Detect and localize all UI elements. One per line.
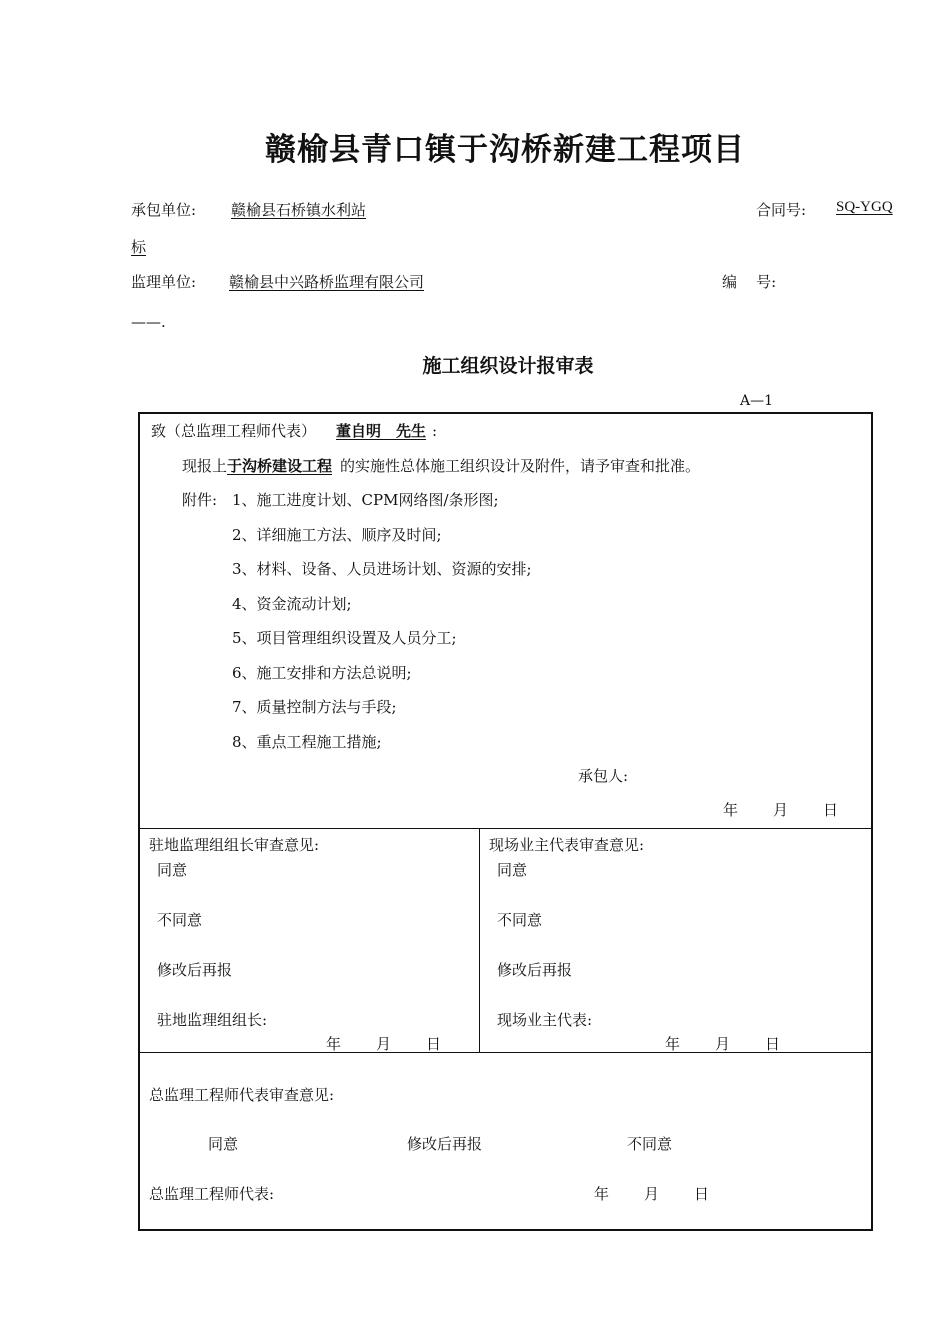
owner-review-heading: 现场业主代表审查意见: — [489, 836, 645, 854]
addressee-name: 董自明 先生 — [336, 422, 427, 440]
date-month: 月 — [715, 1035, 731, 1053]
supervisor-value: 赣榆县中兴路桥监理有限公司 — [229, 273, 425, 291]
owner-option-disagree[interactable]: 不同意 — [497, 911, 543, 929]
report-line — [182, 455, 700, 476]
document-title: 赣榆县青口镇于沟桥新建工程项目 — [265, 132, 745, 168]
date-day: 日 — [694, 1185, 710, 1203]
attachment-item: 8、重点工程施工措施; — [232, 733, 382, 751]
column-divider — [479, 828, 480, 1052]
chief-option-revise[interactable]: 修改后再报 — [407, 1135, 483, 1153]
resident-option-agree[interactable]: 同意 — [157, 861, 188, 879]
serial-label: 编 号: — [722, 273, 777, 291]
contract-no-suffix: 标 — [131, 238, 147, 256]
resident-signer-label: 驻地监理组组长: — [157, 1011, 268, 1029]
attachment-item: 4、资金流动计划; — [232, 595, 352, 613]
date-month: 月 — [773, 801, 789, 819]
report-suffix: 的实施性总体施工组织设计及附件，请予审查和批准。 — [340, 457, 701, 475]
row-divider-bottom — [139, 1052, 872, 1053]
addressee-prefix: 致（总监理工程师代表） — [151, 422, 317, 440]
attachment-item: 5、项目管理组织设置及人员分工; — [232, 629, 457, 647]
owner-option-agree[interactable]: 同意 — [497, 861, 528, 879]
date-year: 年 — [594, 1185, 610, 1203]
attachment-item: 1、施工进度计划、CPM网络图/条形图; — [232, 491, 499, 509]
addressee-suffix: : — [432, 422, 438, 440]
date-month: 月 — [644, 1185, 660, 1203]
attachments-label: 附件: — [182, 491, 218, 509]
date-day: 日 — [426, 1035, 442, 1053]
attachment-item: 7、质量控制方法与手段; — [232, 698, 397, 716]
chief-review-heading: 总监理工程师代表审查意见: — [149, 1086, 335, 1104]
owner-signer-label: 现场业主代表: — [497, 1011, 593, 1029]
resident-option-disagree[interactable]: 不同意 — [157, 911, 203, 929]
row-divider-top — [139, 828, 872, 829]
date-year: 年 — [723, 801, 739, 819]
date-day: 日 — [823, 801, 839, 819]
contractor-signature-label: 承包人: — [578, 767, 629, 785]
resident-review-heading: 驻地监理组组长审查意见: — [149, 836, 320, 854]
date-day: 日 — [765, 1035, 781, 1053]
date-year: 年 — [665, 1035, 681, 1053]
attachment-item: 6、施工安排和方法总说明; — [232, 664, 412, 682]
contractor-value: 赣榆县石桥镇水利站 — [231, 201, 367, 219]
serial-blank: ——. — [131, 313, 166, 331]
chief-signer-label: 总监理工程师代表: — [149, 1185, 275, 1203]
resident-option-revise[interactable]: 修改后再报 — [157, 961, 233, 979]
chief-option-disagree[interactable]: 不同意 — [627, 1135, 673, 1153]
contract-no-value: SQ-YGQ — [836, 199, 893, 215]
report-prefix: 现报上 — [182, 457, 228, 475]
form-title: 施工组织设计报审表 — [422, 355, 594, 377]
date-month: 月 — [376, 1035, 392, 1053]
date-year: 年 — [326, 1035, 342, 1053]
chief-option-agree[interactable]: 同意 — [208, 1135, 239, 1153]
contract-no-label: 合同号: — [756, 201, 807, 219]
form-code: A—1 — [740, 393, 774, 409]
supervisor-label: 监理单位: — [131, 273, 197, 291]
report-project: 于沟桥建设工程 — [227, 457, 333, 475]
owner-option-revise[interactable]: 修改后再报 — [497, 961, 573, 979]
attachment-item: 2、详细施工方法、顺序及时间; — [232, 526, 442, 544]
addressee-line — [151, 420, 437, 441]
attachment-item: 3、材料、设备、人员进场计划、资源的安排; — [232, 560, 532, 578]
contractor-label: 承包单位: — [131, 201, 197, 219]
